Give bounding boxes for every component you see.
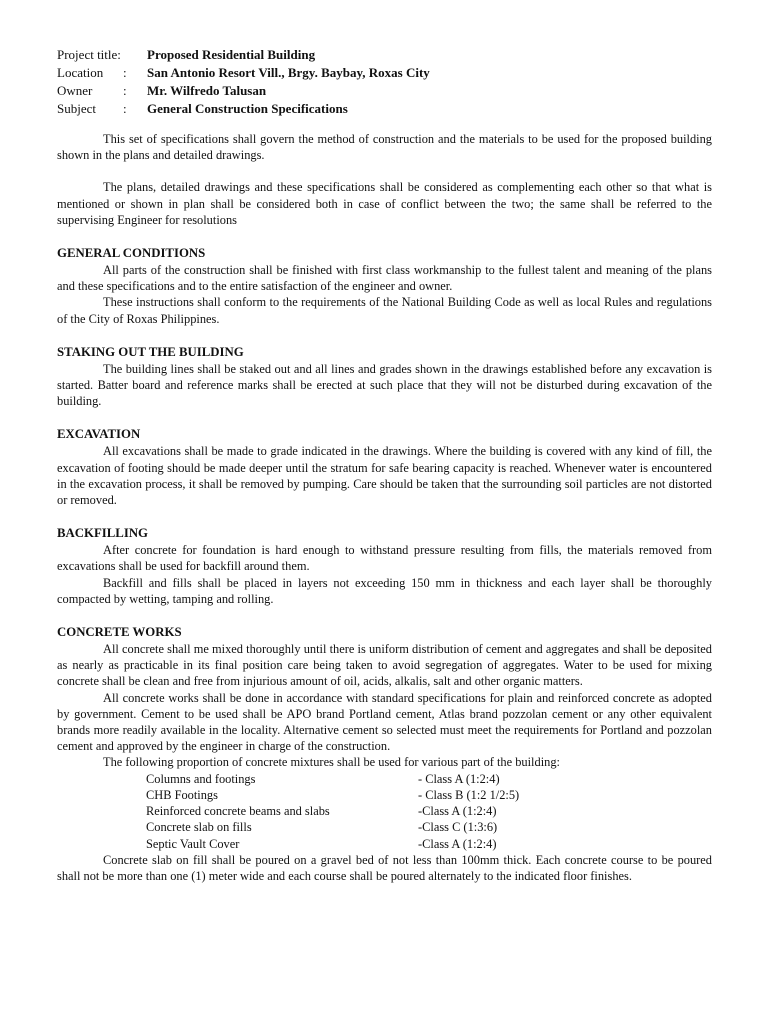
intro-paragraph-2: The plans, detailed drawings and these specifications shall be considered as complementing each other so that what is mentioned or shown in plan shall be considered both in case of conflict between the two; the same shall be referred to the supervising Engineer for resolutions — [57, 180, 712, 227]
section-heading-general-conditions: GENERAL CONDITIONS — [57, 246, 206, 261]
header-colon: : — [123, 101, 127, 116]
staking-paragraph-1: The building lines shall be staked out and all lines and grades shown in the drawings established before any excavation is started. Batter board and reference marks shall be erected at such place that they will not be disturbed during excavation of the building. — [57, 361, 712, 409]
section-heading-excavation: EXCAVATION — [57, 427, 141, 442]
backfilling-paragraph-1: After concrete for foundation is hard enough to withstand pressure resulting from fills, the materials removed from excavations shall be used for backfill around them. — [57, 543, 712, 574]
header-value: General Construction Specifications — [147, 101, 348, 116]
mix-item-name: Septic Vault Cover — [146, 836, 240, 851]
header-row-owner — [57, 82, 712, 100]
header-label: Project title: — [57, 47, 121, 62]
concrete-paragraph-3: The following proportion of concrete mixtures shall be used for various part of the building: — [103, 755, 560, 770]
mix-item-name: Reinforced concrete beams and slabs — [146, 804, 330, 819]
header-colon — [123, 46, 147, 64]
header-row-subject — [57, 100, 712, 118]
backfilling-paragraph-2: Backfill and fills shall be placed in layers not exceeding 150 mm in thickness and each layer shall be thoroughly compacted by wetting, tamping and rolling. — [57, 575, 712, 606]
mix-item-name: Columns and footings — [146, 771, 256, 786]
document-page — [57, 46, 712, 884]
mix-item-name: Concrete slab on fills — [146, 820, 252, 835]
excavation-paragraph-1: All excavations shall be made to grade indicated in the drawings. Where the building is covered with any kind of fill, the excavation of footing should be made deeper until the stratum for safe bearing capacity is reached. Whenever water is encountered in the excavation process, it shall be removed by pumping. Care should be taken that the surrounding soil particles are not distorted or removed. — [57, 444, 712, 508]
project-header — [57, 46, 712, 118]
header-row-location — [57, 64, 712, 82]
mix-item-class: -Class A (1:2:4) — [418, 804, 497, 819]
mix-item-class: -Class A (1:2:4) — [418, 836, 497, 851]
header-value: Proposed Residential Building — [147, 47, 316, 62]
header-value: San Antonio Resort Vill., Brgy. Baybay, Roxas City — [147, 65, 430, 80]
mix-item-class: -Class C (1:3:6) — [418, 820, 498, 835]
header-colon: : — [123, 83, 127, 98]
concrete-mix-list — [57, 771, 712, 852]
general-conditions-paragraph-1: All parts of the construction shall be finished with first class workmanship to the fullest talent and meaning of the plans and these specifications and to the entire satisfaction of the engineer and owner. — [57, 263, 712, 294]
mix-item-class: - Class A (1:2:4) — [418, 771, 500, 786]
header-colon: : — [123, 65, 127, 80]
list-item — [57, 787, 712, 803]
section-heading-backfilling: BACKFILLING — [57, 526, 149, 541]
concrete-paragraph-1: All concrete shall me mixed thoroughly until there is uniform distribution of cement and aggregates and shall be deposited as nearly as practicable in its final position care being taken to avoid segregation of aggregates. Water to be used for mixing concrete shall be clean and free from injurious amount of oil, acids, alkalis, salt and other organic matters. — [57, 642, 712, 689]
concrete-paragraph-2: All concrete works shall be done in accordance with standard specifications for plain and reinforced concrete as adopted by government. Cement to be used shall be APO brand Portland cement, Atlas brand pozzolan cement or any other equivalent brands more readily available in the locality. Alternative cement so selected must meet the requirements for Portland and pozzolan cement and approved by the engineer in charge of the construction. — [57, 690, 712, 754]
list-item — [57, 803, 712, 819]
section-heading-staking: STAKING OUT THE BUILDING — [57, 344, 244, 359]
section-heading-concrete-works: CONCRETE WORKS — [57, 625, 182, 640]
header-label: Location — [57, 65, 104, 80]
list-item — [57, 771, 712, 787]
concrete-paragraph-4: Concrete slab on fill shall be poured on a gravel bed of not less than 100mm thick. Each concrete course to be poured shall not be more than one (1) meter wide and each course shall be poured alternately to the indicated floor finishes. — [57, 852, 712, 883]
mix-item-class: - Class B (1:2 1/2:5) — [418, 787, 520, 802]
header-label: Owner — [57, 83, 93, 98]
header-row-project-title — [57, 46, 712, 64]
list-item — [57, 836, 712, 852]
mix-item-name: CHB Footings — [146, 787, 218, 802]
header-label: Subject — [57, 101, 96, 116]
general-conditions-paragraph-2: These instructions shall conform to the requirements of the National Building Code as well as local Rules and regulations of the City of Roxas Philippines. — [57, 295, 712, 326]
list-item — [57, 819, 712, 835]
intro-paragraph-1: This set of specifications shall govern the method of construction and the materials to be used for the proposed building shown in the plans and detailed drawings. — [57, 132, 712, 163]
header-value: Mr. Wilfredo Talusan — [147, 83, 267, 98]
